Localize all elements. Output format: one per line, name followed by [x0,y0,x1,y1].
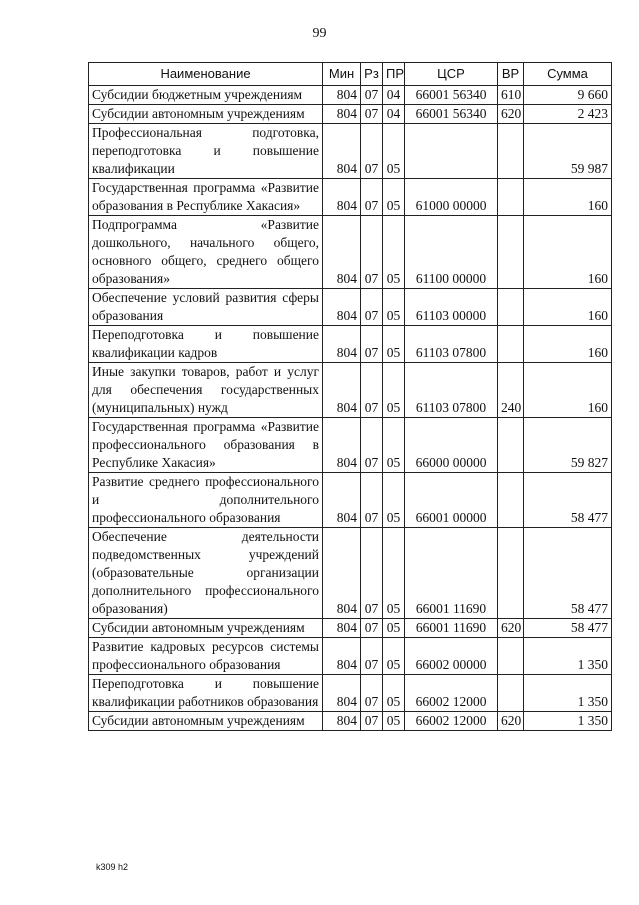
table-row [89,179,612,216]
cell-name: Субсидии автономным учреждениям [89,712,323,731]
page-number: 99 [312,26,327,41]
cell-vr [498,124,524,179]
cell-vr: 240 [498,363,524,418]
cell-sum: 9 660 [524,86,612,105]
cell-sum: 160 [524,326,612,363]
table-row [89,289,612,326]
cell-sum: 59 987 [524,124,612,179]
cell-rz: 07 [361,289,383,326]
cell-min: 804 [323,179,361,216]
cell-pr: 05 [383,528,405,619]
cell-rz: 07 [361,619,383,638]
cell-name: Субсидии автономным учреждениям [89,105,323,124]
cell-sum: 58 477 [524,473,612,528]
cell-name: Развитие кадровых ресурсов системы профессионального образования [89,638,323,675]
header-vr: ВР [498,63,524,86]
table-row [89,86,612,105]
cell-min: 804 [323,473,361,528]
cell-vr [498,638,524,675]
table-row [89,528,612,619]
header-csr: ЦСР [405,63,498,86]
cell-csr: 61103 07800 [405,363,498,418]
table-row [89,712,612,731]
cell-pr: 04 [383,86,405,105]
cell-csr: 66002 12000 [405,675,498,712]
cell-sum: 59 827 [524,418,612,473]
cell-sum: 160 [524,363,612,418]
cell-name: Переподготовка и повышение квалификации кадров [89,326,323,363]
cell-csr: 66001 11690 [405,619,498,638]
cell-csr: 61103 00000 [405,289,498,326]
header-pr: ПР [383,63,405,86]
cell-pr: 05 [383,216,405,289]
cell-sum: 1 350 [524,675,612,712]
cell-sum: 160 [524,216,612,289]
cell-sum: 1 350 [524,712,612,731]
cell-min: 804 [323,675,361,712]
cell-name: Субсидии бюджетным учреждениям [89,86,323,105]
table-row [89,418,612,473]
cell-pr: 05 [383,638,405,675]
cell-name: Обеспечение деятельности подведомственных учреждений (образовательные организации дополнительного профессионального образования) [89,528,323,619]
cell-csr: 61000 00000 [405,179,498,216]
cell-rz: 07 [361,179,383,216]
table-row [89,124,612,179]
table-row [89,326,612,363]
cell-rz: 07 [361,124,383,179]
table-row [89,473,612,528]
table-row [89,675,612,712]
cell-min: 804 [323,619,361,638]
cell-min: 804 [323,638,361,675]
cell-csr: 66001 00000 [405,473,498,528]
cell-rz: 07 [361,675,383,712]
cell-min: 804 [323,418,361,473]
cell-min: 804 [323,326,361,363]
cell-pr: 05 [383,179,405,216]
cell-vr [498,289,524,326]
cell-csr: 66000 00000 [405,418,498,473]
cell-csr: 61100 00000 [405,216,498,289]
cell-sum: 58 477 [524,528,612,619]
cell-sum: 2 423 [524,105,612,124]
table-row [89,638,612,675]
table-row [89,105,612,124]
header-min: Мин [323,63,361,86]
cell-name: Профессиональная подготовка, переподготовка и повышение квалификации [89,124,323,179]
table-body [89,86,612,731]
cell-csr: 61103 07800 [405,326,498,363]
cell-name: Государственная программа «Развитие профессионального образования в Республике Хакасия» [89,418,323,473]
cell-pr: 05 [383,619,405,638]
cell-vr [498,528,524,619]
cell-pr: 05 [383,363,405,418]
cell-vr [498,675,524,712]
cell-csr: 66002 00000 [405,638,498,675]
cell-min: 804 [323,105,361,124]
header-sum: Сумма [524,63,612,86]
cell-pr: 05 [383,289,405,326]
cell-sum: 160 [524,179,612,216]
cell-min: 804 [323,363,361,418]
cell-pr: 05 [383,418,405,473]
cell-vr [498,326,524,363]
cell-vr [498,473,524,528]
cell-name: Развитие среднего профессионального и дополнительного профессионального образования [89,473,323,528]
table-row [89,619,612,638]
cell-pr: 05 [383,712,405,731]
cell-rz: 07 [361,528,383,619]
cell-name: Обеспечение условий развития сферы образования [89,289,323,326]
table-row [89,363,612,418]
cell-pr: 05 [383,326,405,363]
cell-min: 804 [323,124,361,179]
cell-csr: 66001 11690 [405,528,498,619]
cell-min: 804 [323,712,361,731]
cell-sum: 1 350 [524,638,612,675]
cell-csr [405,124,498,179]
cell-csr: 66002 12000 [405,712,498,731]
cell-rz: 07 [361,86,383,105]
table-row [89,216,612,289]
cell-rz: 07 [361,638,383,675]
cell-rz: 07 [361,418,383,473]
header-rz: Рз [361,63,383,86]
budget-table [88,62,612,731]
cell-vr: 620 [498,619,524,638]
cell-csr: 66001 56340 [405,86,498,105]
cell-vr [498,216,524,289]
cell-csr: 66001 56340 [405,105,498,124]
cell-pr: 05 [383,473,405,528]
cell-min: 804 [323,528,361,619]
cell-vr [498,179,524,216]
cell-name: Иные закупки товаров, работ и услуг для обеспечения государственных (муниципальных) нужд [89,363,323,418]
cell-name: Переподготовка и повышение квалификации работников образования [89,675,323,712]
cell-sum: 58 477 [524,619,612,638]
footer-code: k309 h2 [96,862,129,872]
cell-min: 804 [323,86,361,105]
cell-vr [498,418,524,473]
cell-rz: 07 [361,216,383,289]
cell-rz: 07 [361,105,383,124]
cell-pr: 05 [383,124,405,179]
cell-vr: 620 [498,712,524,731]
cell-min: 804 [323,289,361,326]
cell-rz: 07 [361,326,383,363]
cell-min: 804 [323,216,361,289]
header-name: Наименование [89,63,323,86]
cell-pr: 04 [383,105,405,124]
cell-rz: 07 [361,473,383,528]
cell-sum: 160 [524,289,612,326]
header-row [89,63,612,86]
cell-vr: 610 [498,86,524,105]
cell-rz: 07 [361,712,383,731]
cell-name: Подпрограмма «Развитие дошкольного, начального общего, основного общего, среднего общего образования» [89,216,323,289]
table-header [89,63,612,86]
cell-name: Субсидии автономным учреждениям [89,619,323,638]
cell-name: Государственная программа «Развитие образования в Республике Хакасия» [89,179,323,216]
cell-rz: 07 [361,363,383,418]
cell-pr: 05 [383,675,405,712]
cell-vr: 620 [498,105,524,124]
